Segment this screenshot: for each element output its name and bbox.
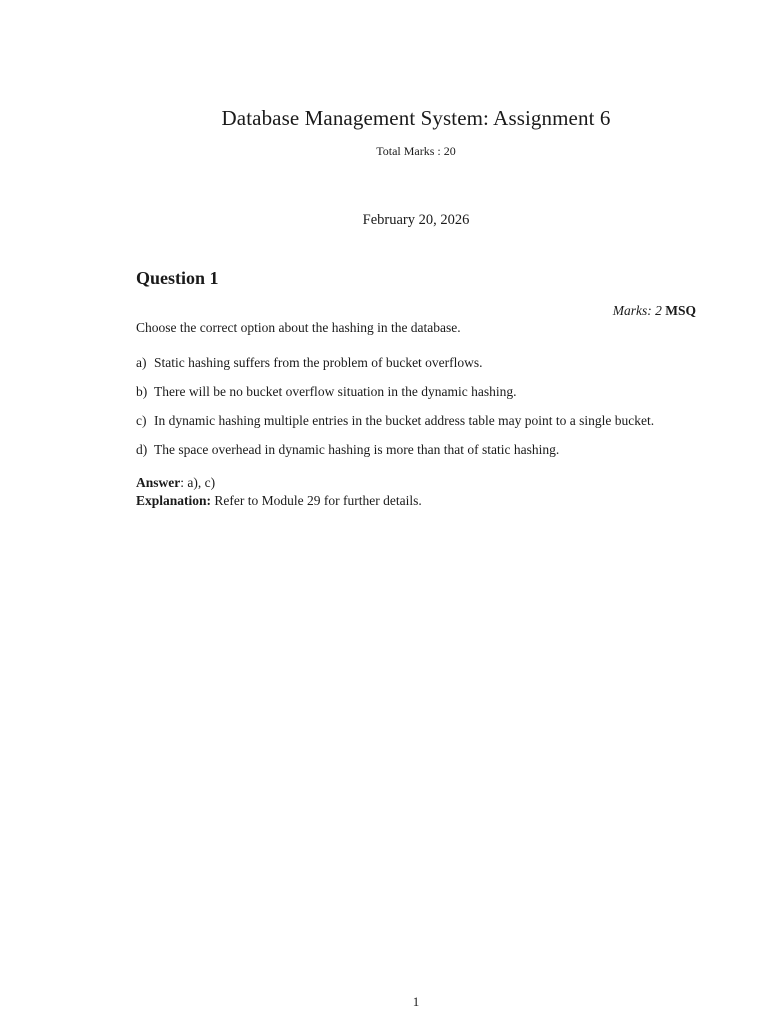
- answer-line: [136, 474, 422, 492]
- option-text: Static hashing suffers from the problem of bucket overflows.: [154, 355, 483, 370]
- marks-line: [613, 303, 696, 319]
- marks-value: 2: [655, 303, 662, 318]
- option-b: [136, 384, 716, 413]
- option-a: [136, 355, 716, 384]
- marks-label: Marks:: [612, 303, 652, 318]
- options-list: [136, 355, 716, 471]
- option-text: In dynamic hashing multiple entries in the bucket address table may point to a single bucket.: [154, 413, 655, 428]
- explanation-line: [136, 492, 422, 510]
- option-letter: c): [136, 413, 147, 428]
- option-d: [136, 442, 716, 471]
- option-letter: b): [136, 384, 148, 399]
- explanation-text: Refer to Module 29 for further details.: [214, 493, 422, 508]
- question-heading: Question 1: [136, 268, 219, 288]
- question-text: Choose the correct option about the hashing in the database.: [136, 320, 461, 335]
- total-marks: Total Marks : 20: [376, 144, 456, 158]
- answer-value: : a), c): [180, 475, 216, 490]
- option-text: There will be no bucket overflow situation in the dynamic hashing.: [154, 384, 517, 399]
- answer-label: Answer: [136, 475, 181, 490]
- explanation-label: Explanation:: [136, 493, 212, 508]
- option-letter: d): [136, 442, 148, 457]
- question-type: MSQ: [665, 303, 696, 318]
- page-number: 1: [412, 994, 420, 1009]
- option-letter: a): [136, 355, 147, 370]
- document-title: Database Management System: Assignment 6: [221, 106, 611, 130]
- document-date: February 20, 2026: [362, 212, 470, 228]
- answer-block: [136, 474, 422, 510]
- option-text: The space overhead in dynamic hashing is more than that of static hashing.: [154, 442, 560, 457]
- option-c: [136, 413, 716, 442]
